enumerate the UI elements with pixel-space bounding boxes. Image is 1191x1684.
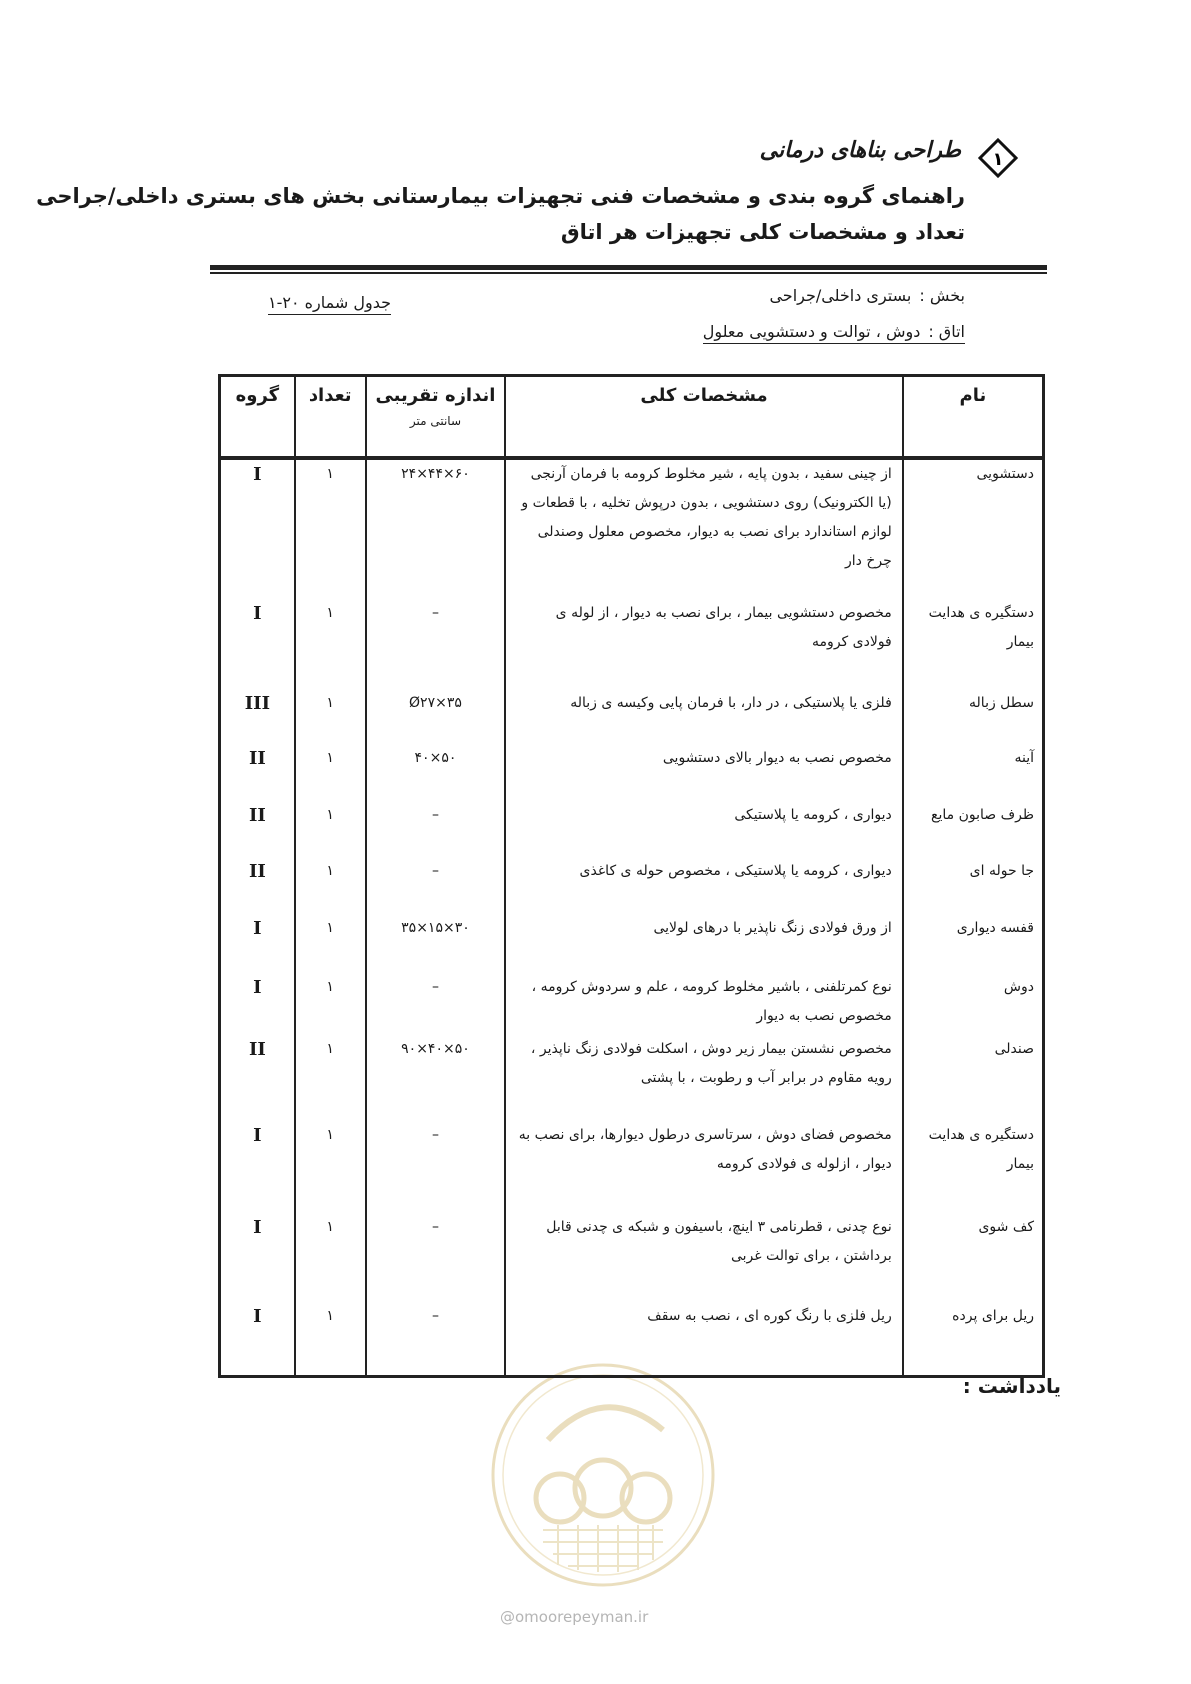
cell-name: قفسه دیواری [903, 914, 1044, 973]
cell-group: I [220, 914, 295, 973]
cell-name: ریل برای پرده [903, 1302, 1044, 1376]
cell-size: – [366, 1213, 506, 1302]
series-title: طراحی بناهای درمانی [759, 138, 961, 163]
header-spec: مشخصات کلی [505, 376, 902, 459]
table-body [220, 458, 1044, 1376]
cell-spec: ریل فلزی با رنگ کوره ای ، نصب به سقف [505, 1302, 902, 1376]
header-divider-thin [210, 272, 1047, 274]
table-row [220, 689, 1044, 744]
cell-qty: ۱ [295, 973, 366, 1035]
cell-qty: ۱ [295, 1121, 366, 1213]
cell-name: سطل زباله [903, 689, 1044, 744]
cell-qty: ۱ [295, 689, 366, 744]
cell-size: ۶۰×۴۴×۲۴ [366, 458, 506, 599]
cell-name: آینه [903, 744, 1044, 801]
cell-qty: ۱ [295, 1035, 366, 1121]
cell-size: ۳۰×۱۵×۳۵ [366, 914, 506, 973]
cell-size: – [366, 801, 506, 857]
cell-name: ظرف صابون مایع [903, 801, 1044, 857]
header-name: نام [903, 376, 1044, 459]
cell-group: I [220, 973, 295, 1035]
table-row [220, 857, 1044, 914]
cell-name: جا حوله ای [903, 857, 1044, 914]
note-label: یادداشت : [962, 1374, 1061, 1398]
cell-qty: ۱ [295, 599, 366, 689]
cell-group: I [220, 599, 295, 689]
cell-spec: از ورق فولادی زنگ ناپذیر با درهای لولایی [505, 914, 902, 973]
table-row [220, 973, 1044, 1035]
watermark-text: @omoorepeyman.ir [500, 1608, 649, 1626]
guide-title: راهنمای گروه بندی و مشخصات فنی تجهیزات بیمارستانی بخش های بستری داخلی/جراحی [36, 184, 965, 208]
table-row [220, 1121, 1044, 1213]
ward-line [769, 286, 965, 305]
cell-size: – [366, 1302, 506, 1376]
cell-spec: مخصوص دستشویی بیمار ، برای نصب به دیوار ، از لوله ی فولادی کرومه [505, 599, 902, 689]
cell-name: دستگیره ی هدایت بیمار [903, 599, 1044, 689]
cell-group: I [220, 1121, 295, 1213]
cell-spec: دیواری ، کرومه یا پلاستیکی [505, 801, 902, 857]
ward-value: بستری داخلی/جراحی [769, 286, 912, 305]
cell-name: صندلی [903, 1035, 1044, 1121]
cell-size: Ø۲۷×۳۵ [366, 689, 506, 744]
cell-name: کف شوی [903, 1213, 1044, 1302]
cell-group: II [220, 1035, 295, 1121]
cell-spec: مخصوص نشستن بیمار زیر دوش ، اسکلت فولادی زنگ ناپذیر ، رویه مقاوم در برابر آب و رطوبت ، با پشتی [505, 1035, 902, 1121]
room-label: اتاق : [928, 322, 965, 341]
ward-label: بخش : [919, 286, 965, 305]
cell-name: دوش [903, 973, 1044, 1035]
cell-group: II [220, 801, 295, 857]
cell-qty: ۱ [295, 1213, 366, 1302]
table-header-row [220, 376, 1044, 459]
cell-spec: فلزی یا پلاستیکی ، در دار، با فرمان پایی وکیسه ی زباله [505, 689, 902, 744]
cell-size: – [366, 857, 506, 914]
room-value: دوش ، توالت و دستشویی معلول [702, 322, 921, 341]
table-row [220, 458, 1044, 599]
header-size-unit: سانتی متر [409, 414, 462, 428]
table-row [220, 1035, 1044, 1121]
header-qty: تعداد [295, 376, 366, 459]
cell-spec: از چینی سفید ، بدون پایه ، شیر مخلوط کرومه با فرمان آرنجی (یا الکترونیک) روی دستشویی ، بدون درپوش تخلیه ، با قطعات و لوازم استاندارد برای نصب به دیوار، مخصوص معلول وصندلی چرخ دار [505, 458, 902, 599]
cell-group: I [220, 1213, 295, 1302]
cell-qty: ۱ [295, 914, 366, 973]
cell-group: II [220, 744, 295, 801]
cell-group: I [220, 458, 295, 599]
table-row [220, 599, 1044, 689]
cell-size: – [366, 973, 506, 1035]
cell-group: I [220, 1302, 295, 1376]
guide-subtitle: تعداد و مشخصات کلی تجهیزات هر اتاق [560, 220, 965, 244]
header-divider [210, 265, 1047, 270]
table-row [220, 914, 1044, 973]
table-row [220, 1302, 1044, 1376]
header-group: گروه [220, 376, 295, 459]
series-number: ۱ [992, 149, 1004, 170]
cell-group: III [220, 689, 295, 744]
table-number: جدول شماره ۲۰-۱ [268, 293, 391, 315]
cell-qty: ۱ [295, 801, 366, 857]
cell-spec: نوع چدنی ، قطرنامی ۳ اینچ، باسیفون و شبکه ی چدنی قابل برداشتن ، برای توالت غربی [505, 1213, 902, 1302]
cell-spec: مخصوص نصب به دیوار بالای دستشویی [505, 744, 902, 801]
header-size [366, 376, 506, 459]
cell-spec: دیواری ، کرومه یا پلاستیکی ، مخصوص حوله ی کاغذی [505, 857, 902, 914]
cell-qty: ۱ [295, 458, 366, 599]
cell-name: دستگیره ی هدایت بیمار [903, 1121, 1044, 1213]
cell-qty: ۱ [295, 1302, 366, 1376]
cell-name: دستشویی [903, 458, 1044, 599]
cell-size: ۵۰×۴۰×۹۰ [366, 1035, 506, 1121]
cell-qty: ۱ [295, 744, 366, 801]
equipment-spec-table [218, 374, 1045, 1378]
cell-size: ۵۰×۴۰ [366, 744, 506, 801]
header-size-label: اندازه تقریبی [375, 385, 496, 406]
cell-qty: ۱ [295, 857, 366, 914]
table-row [220, 1213, 1044, 1302]
cell-size: – [366, 1121, 506, 1213]
watermark-logo [488, 1360, 718, 1590]
cell-spec: نوع کمرتلفنی ، باشیر مخلوط کرومه ، علم و سردوش کرومه ، مخصوص نصب به دیوار [505, 973, 902, 1035]
cell-size: – [366, 599, 506, 689]
table-row [220, 744, 1044, 801]
cell-group: II [220, 857, 295, 914]
room-line [703, 322, 965, 344]
table-row [220, 801, 1044, 857]
cell-spec: مخصوص فضای دوش ، سرتاسری درطول دیوارها، برای نصب به دیوار ، ازلوله ی فولادی کرومه [505, 1121, 902, 1213]
series-number-badge [978, 138, 1018, 178]
